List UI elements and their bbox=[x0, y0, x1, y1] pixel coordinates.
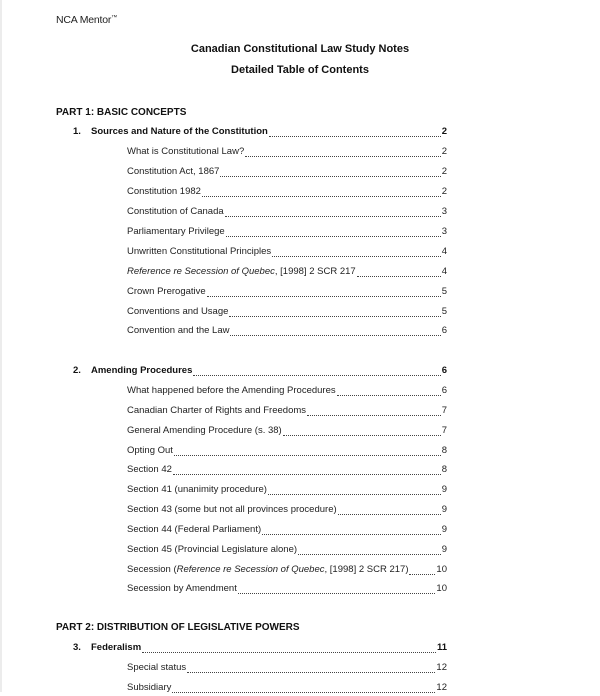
page-number: 3 bbox=[441, 226, 447, 237]
dot-leader bbox=[229, 316, 440, 317]
page-number: 4 bbox=[441, 246, 447, 257]
toc-section-entry[interactable] bbox=[127, 186, 447, 200]
dot-leader bbox=[357, 276, 441, 277]
section-title: General Amending Procedure (s. 38) bbox=[127, 425, 282, 436]
case-citation: , [1998] 2 SCR 217 bbox=[274, 266, 356, 277]
toc-section-entry[interactable] bbox=[127, 325, 447, 339]
section-title: Special status bbox=[127, 662, 187, 673]
page-number: 9 bbox=[441, 504, 447, 515]
document-title: Canadian Constitutional Law Study Notes bbox=[190, 43, 410, 55]
page-number: 6 bbox=[441, 385, 447, 396]
page-number: 3 bbox=[441, 206, 447, 217]
dot-leader bbox=[238, 593, 436, 594]
dot-leader bbox=[193, 375, 440, 376]
page-number: 4 bbox=[441, 266, 447, 277]
section-title: Section 44 (Federal Parliament) bbox=[127, 524, 262, 535]
page-number: 2 bbox=[441, 186, 447, 197]
page-number: 6 bbox=[441, 325, 447, 336]
dot-leader bbox=[409, 574, 435, 575]
section-title: Unwritten Constitutional Principles bbox=[127, 246, 272, 257]
toc-section-entry[interactable] bbox=[127, 166, 447, 180]
dot-leader bbox=[174, 455, 441, 456]
section-title: Section 43 (some but not all provinces procedure) bbox=[127, 504, 337, 515]
page-number: 5 bbox=[441, 286, 447, 297]
toc-section-entry[interactable] bbox=[127, 425, 447, 439]
section-title: Subsidiary bbox=[127, 682, 172, 693]
dot-leader bbox=[173, 474, 441, 475]
toc-section-entry[interactable] bbox=[127, 266, 447, 280]
section-title: Section 41 (unanimity procedure) bbox=[127, 484, 267, 495]
dot-leader bbox=[202, 196, 441, 197]
dot-leader bbox=[307, 415, 441, 416]
dot-leader bbox=[337, 395, 441, 396]
section-title: Section 42 bbox=[127, 464, 172, 475]
toc-section-entry[interactable] bbox=[127, 564, 447, 578]
page-number: 10 bbox=[436, 564, 447, 575]
page-number: 11 bbox=[436, 642, 447, 653]
section-title: Opting Out bbox=[127, 445, 173, 456]
section-title: Secession by Amendment bbox=[127, 583, 237, 594]
page-number: 7 bbox=[441, 425, 447, 436]
page-number: 12 bbox=[436, 662, 447, 673]
section-title bbox=[127, 564, 408, 575]
section-title: Constitution of Canada bbox=[127, 206, 224, 217]
page-number: 10 bbox=[436, 583, 447, 594]
toc-section-entry[interactable] bbox=[127, 484, 447, 498]
dot-leader bbox=[225, 216, 441, 217]
page-number: 9 bbox=[441, 544, 447, 555]
part-heading: PART 1: BASIC CONCEPTS bbox=[56, 107, 187, 118]
toc-section-entry[interactable] bbox=[127, 504, 447, 518]
page-number: 2 bbox=[441, 146, 447, 157]
section-title: Constitution 1982 bbox=[127, 186, 201, 197]
dot-leader bbox=[268, 494, 441, 495]
dot-leader bbox=[172, 692, 435, 693]
chapter-title: Amending Procedures bbox=[91, 365, 193, 376]
dot-leader bbox=[220, 176, 440, 177]
toc-section-entry[interactable] bbox=[127, 246, 447, 260]
trademark-mark: ™ bbox=[111, 15, 117, 21]
page-number: 2 bbox=[441, 166, 447, 177]
page-left-edge bbox=[0, 0, 2, 692]
page-number: 7 bbox=[441, 405, 447, 416]
toc-section-entry[interactable] bbox=[127, 226, 447, 240]
section-title: Conventions and Usage bbox=[127, 306, 229, 317]
chapter-number: 1. bbox=[73, 126, 81, 137]
toc-section-entry[interactable] bbox=[127, 662, 447, 676]
part-heading: PART 2: DISTRIBUTION OF LEGISLATIVE POWERS bbox=[56, 622, 300, 633]
toc-chapter-entry[interactable] bbox=[73, 126, 447, 140]
section-title: Canadian Charter of Rights and Freedoms bbox=[127, 405, 307, 416]
toc-chapter-entry[interactable] bbox=[73, 365, 447, 379]
brand-name: NCA Mentor bbox=[56, 14, 112, 26]
dot-leader bbox=[230, 335, 440, 336]
section-title: Section 45 (Provincial Legislature alone) bbox=[127, 544, 298, 555]
chapter-number: 3. bbox=[73, 642, 81, 653]
toc-section-entry[interactable] bbox=[127, 146, 447, 160]
toc-section-entry[interactable] bbox=[127, 405, 447, 419]
document-subtitle: Detailed Table of Contents bbox=[231, 64, 369, 76]
section-title: Constitution Act, 1867 bbox=[127, 166, 220, 177]
dot-leader bbox=[298, 554, 441, 555]
toc-section-entry[interactable] bbox=[127, 464, 447, 478]
page-number: 8 bbox=[441, 464, 447, 475]
toc-section-entry[interactable] bbox=[127, 524, 447, 538]
case-name: Reference re Secession of Quebec bbox=[127, 266, 275, 277]
dot-leader bbox=[142, 652, 436, 653]
section-title: Convention and the Law bbox=[127, 325, 230, 336]
chapter-title: Sources and Nature of the Constitution bbox=[91, 126, 268, 137]
toc-section-entry[interactable] bbox=[127, 286, 447, 300]
dot-leader bbox=[226, 236, 441, 237]
toc-section-entry[interactable] bbox=[127, 206, 447, 220]
chapter-number: 2. bbox=[73, 365, 81, 376]
toc-section-entry[interactable] bbox=[127, 385, 447, 399]
dot-leader bbox=[262, 534, 441, 535]
page-number: 5 bbox=[441, 306, 447, 317]
section-title: What is Constitutional Law? bbox=[127, 146, 245, 157]
section-prefix: Secession ( bbox=[127, 564, 177, 575]
section-title bbox=[127, 266, 356, 277]
page-number: 9 bbox=[441, 524, 447, 535]
page-number: 2 bbox=[441, 126, 447, 137]
dot-leader bbox=[338, 514, 441, 515]
case-citation: , [1998] 2 SCR 217) bbox=[324, 564, 409, 575]
toc-section-entry[interactable] bbox=[127, 682, 447, 696]
dot-leader bbox=[283, 435, 441, 436]
dot-leader bbox=[269, 136, 441, 137]
dot-leader bbox=[272, 256, 441, 257]
toc-section-entry[interactable] bbox=[127, 445, 447, 459]
page-number: 9 bbox=[441, 484, 447, 495]
page-number: 8 bbox=[441, 445, 447, 456]
section-title: What happened before the Amending Procedures bbox=[127, 385, 336, 396]
page-number: 6 bbox=[441, 365, 447, 376]
section-title: Crown Prerogative bbox=[127, 286, 206, 297]
toc-section-entry[interactable] bbox=[127, 583, 447, 597]
chapter-title: Federalism bbox=[91, 642, 142, 653]
toc-chapter-entry[interactable] bbox=[73, 642, 447, 656]
dot-leader bbox=[187, 672, 435, 673]
brand-header bbox=[56, 14, 117, 26]
dot-leader bbox=[207, 296, 441, 297]
section-title: Parliamentary Privilege bbox=[127, 226, 225, 237]
page-number: 12 bbox=[436, 682, 447, 693]
toc-section-entry[interactable] bbox=[127, 306, 447, 320]
toc-section-entry[interactable] bbox=[127, 544, 447, 558]
dot-leader bbox=[245, 156, 440, 157]
case-name: Reference re Secession of Quebec bbox=[176, 564, 325, 575]
